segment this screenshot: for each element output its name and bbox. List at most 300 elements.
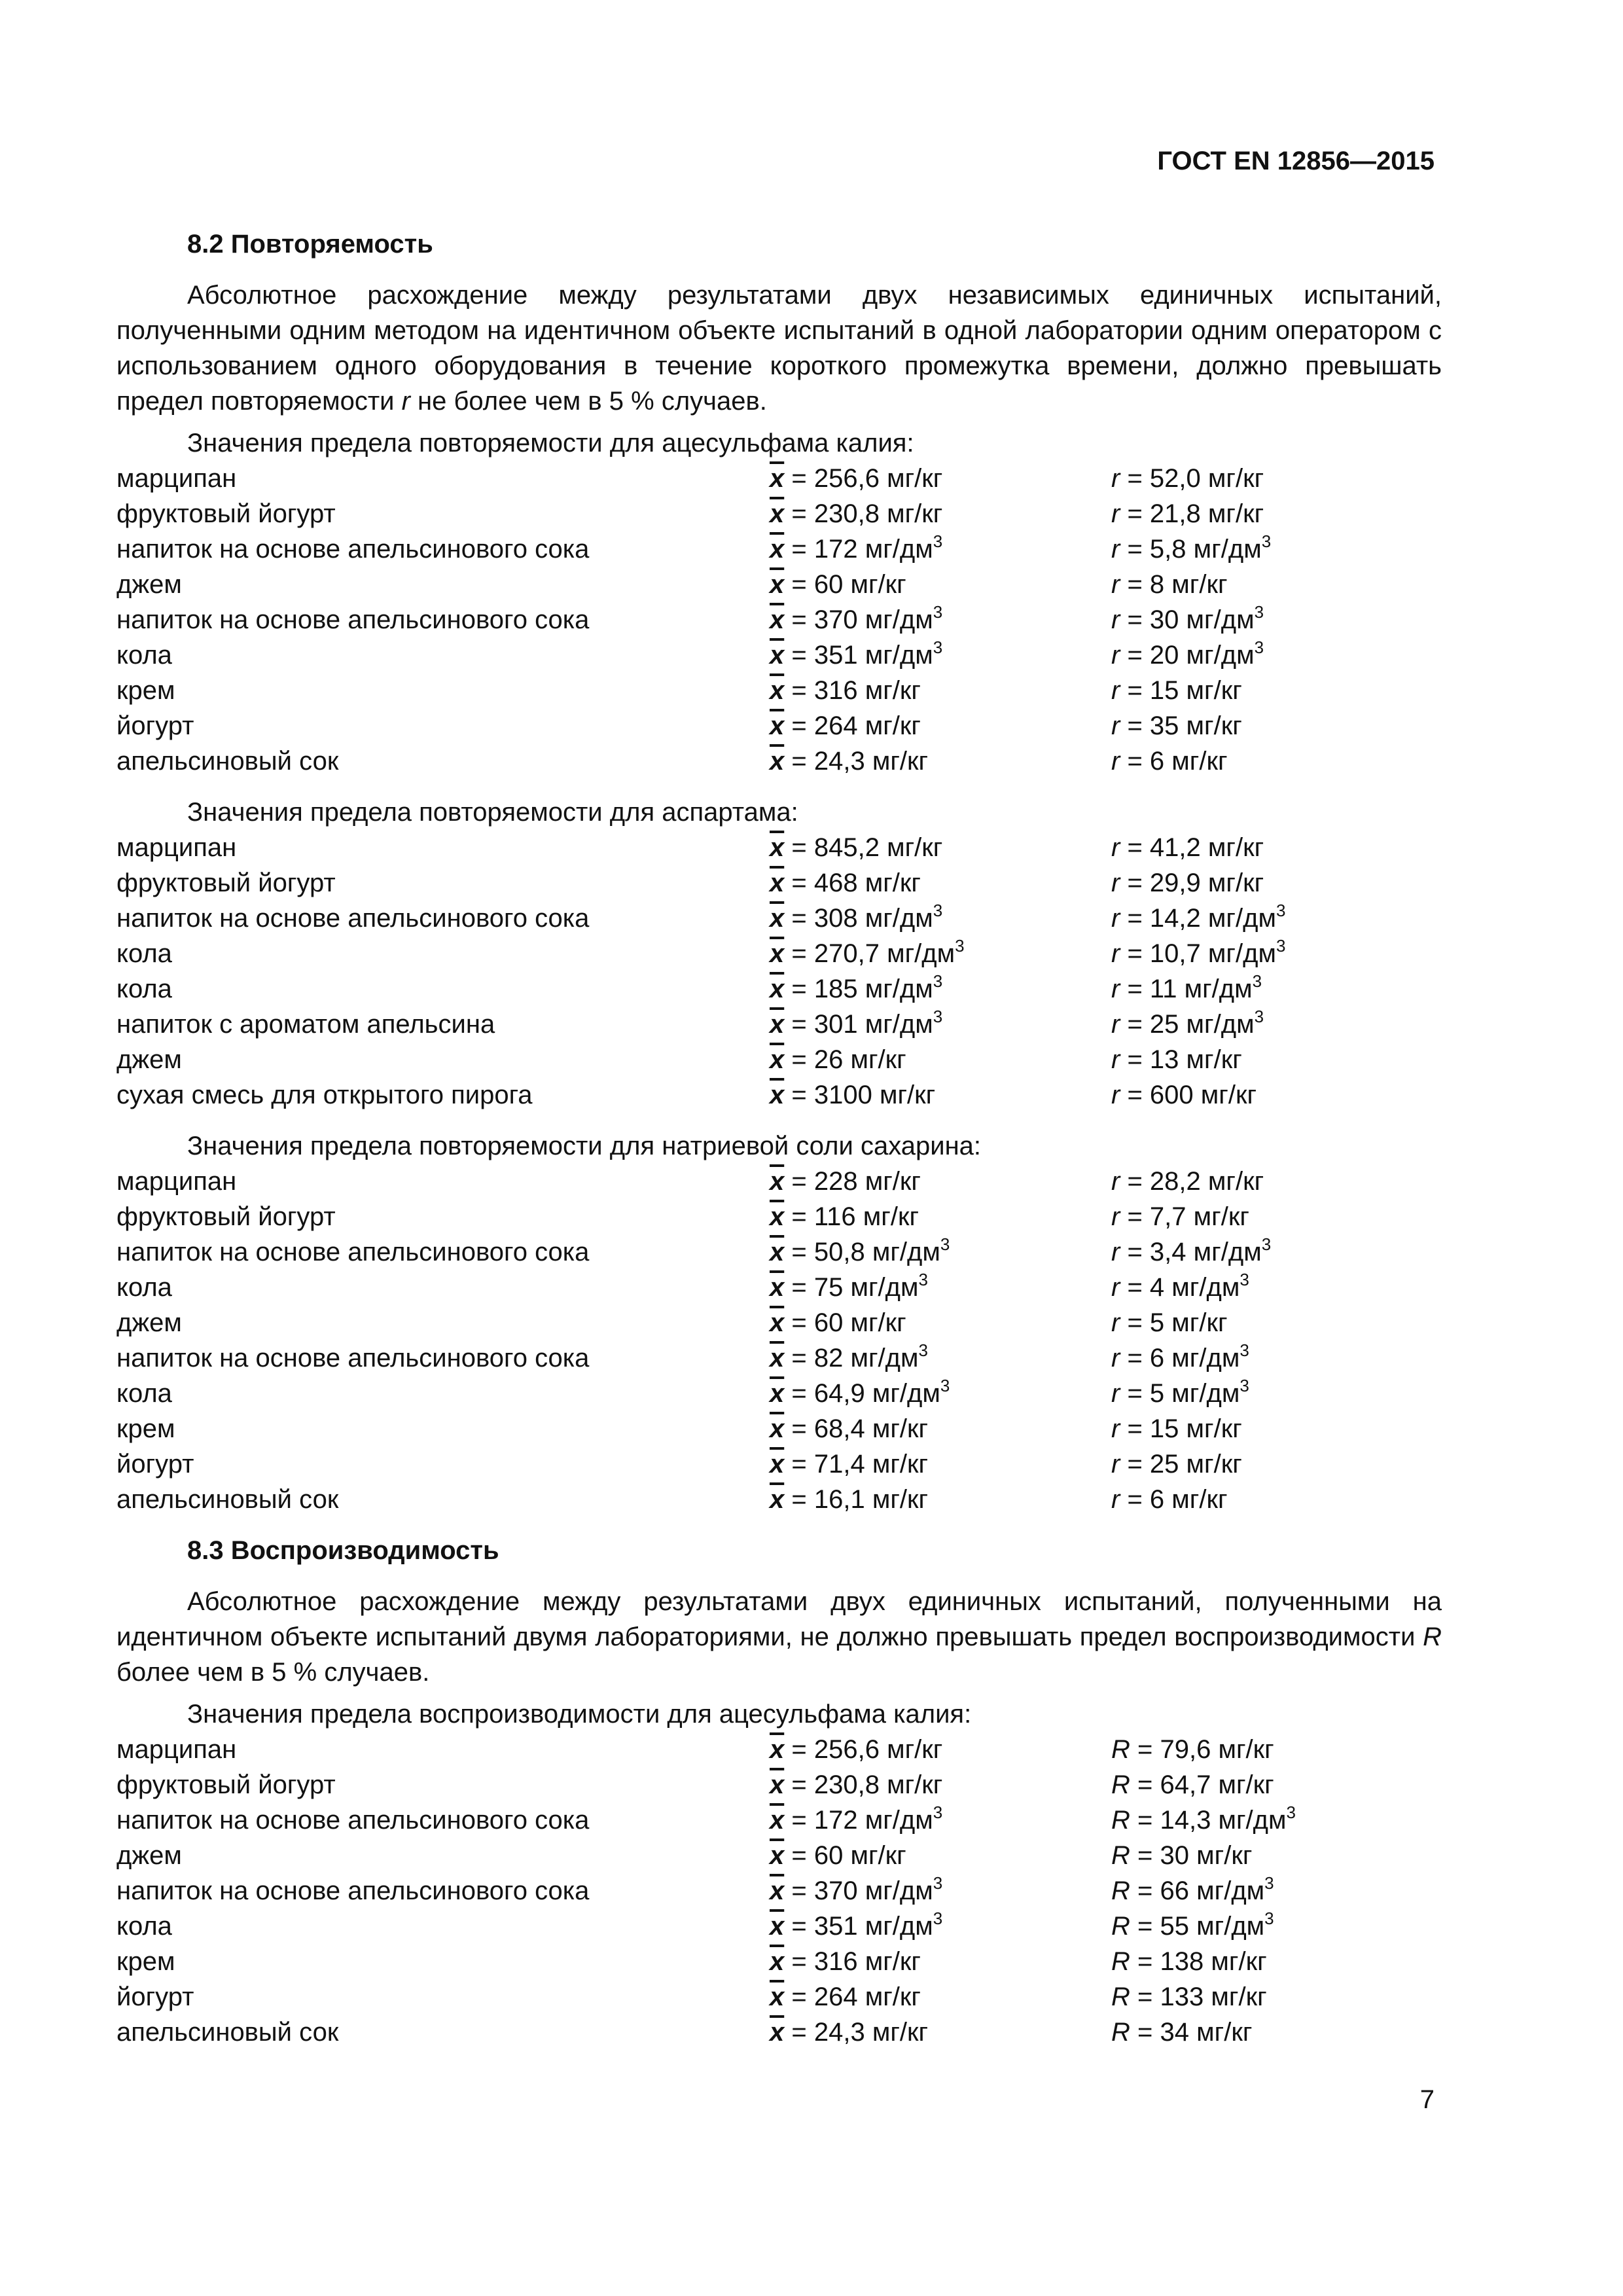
limit-value: r = 41,2 мг/кг — [1111, 833, 1264, 862]
mean-symbol: $\overline{x}$ — [770, 535, 785, 564]
mean-symbol: $\overline{x}$ — [770, 1912, 785, 1941]
unit-exponent: 3 — [1275, 901, 1286, 920]
limit-value: r = 25 мг/кг — [1111, 1450, 1242, 1479]
unit-exponent: 3 — [1240, 1340, 1249, 1360]
limit-value: r = 3,4 $мг/дм^3$ — [1111, 1234, 1272, 1266]
limit-number: 29,9 — [1149, 869, 1201, 897]
unit-exponent: 3 — [933, 602, 943, 622]
limit-value: r = 14,2 $мг/дм^3$ — [1111, 901, 1286, 933]
product-name: крем — [116, 1947, 175, 1976]
value-row — [116, 1909, 1442, 1944]
mean-symbol: $\overline{x}$ — [770, 939, 785, 968]
mean-value: $\overline{x} = 60$ мг/кг — [770, 1308, 906, 1337]
mean-number: 316 — [813, 676, 858, 705]
value-row — [116, 865, 1442, 901]
section-heading: 8.2 Повторяемость — [187, 230, 433, 259]
mean-unit: мг/дм — [865, 605, 933, 634]
limit-number: 14,2 — [1149, 904, 1201, 933]
limit-unit: мг/кг — [1186, 1450, 1242, 1479]
limit-unit: мг/дм — [1193, 535, 1262, 564]
mean-number: 116 — [813, 1202, 856, 1231]
mean-number: 71,4 — [813, 1450, 865, 1479]
mean-value: $\overline{x} = 230,8$ мг/кг — [770, 499, 943, 528]
value-row — [116, 830, 1442, 865]
mean-number: 264 — [813, 711, 858, 740]
value-row — [116, 1042, 1442, 1077]
mean-value: $\overline{x} = 370$ $мг/дм^3$ — [770, 602, 943, 634]
value-row — [116, 1234, 1442, 1270]
limit-unit: мг/кг — [1193, 1202, 1249, 1231]
mean-value: $\overline{x} = 845,2$ мг/кг — [770, 833, 943, 862]
unit-exponent: 3 — [1240, 1270, 1249, 1289]
mean-number: 26 — [813, 1045, 844, 1074]
limit-symbol: R — [1111, 1770, 1130, 1799]
product-name: сухая смесь для открытого пирога — [116, 1081, 533, 1109]
limit-value: r = 29,9 мг/кг — [1111, 869, 1264, 897]
group-spacer — [116, 1517, 1442, 1533]
value-row — [116, 1199, 1442, 1234]
product-name: йогурт — [116, 711, 194, 740]
limit-unit: мг/кг — [1171, 570, 1228, 599]
mean-value: $\overline{x} = 351$ $мг/дм^3$ — [770, 1909, 943, 1941]
mean-value: $\overline{x} = 50,8$ $мг/дм^3$ — [770, 1234, 950, 1266]
unit-exponent: 3 — [1264, 1909, 1274, 1928]
mean-unit: мг/кг — [887, 499, 943, 528]
limit-symbol: r — [1111, 1167, 1120, 1196]
value-row — [116, 1873, 1442, 1909]
limit-value: r = 4 $мг/дм^3$ — [1111, 1270, 1249, 1302]
product-name: напиток на основе апельсинового сока — [116, 1238, 590, 1266]
limit-unit: мг/кг — [1207, 833, 1264, 862]
limit-symbol: r — [1111, 1081, 1120, 1109]
limit-number: 6 — [1149, 1344, 1165, 1372]
mean-number: 172 — [813, 535, 858, 564]
mean-number: 82 — [813, 1344, 844, 1372]
value-row — [116, 1077, 1442, 1113]
mean-value: $\overline{x} = 60$ мг/кг — [770, 570, 906, 599]
mean-unit: мг/дм — [872, 1238, 940, 1266]
mean-symbol: $\overline{x}$ — [770, 1344, 785, 1372]
limit-symbol: R — [1423, 1623, 1442, 1651]
limit-symbol: r — [401, 387, 410, 416]
unit-exponent: 3 — [933, 531, 943, 551]
limit-symbol: r — [1111, 676, 1120, 705]
product-name: кола — [116, 939, 172, 968]
mean-symbol: $\overline{x}$ — [770, 1947, 785, 1976]
mean-symbol: $\overline{x}$ — [770, 747, 785, 776]
mean-symbol: $\overline{x}$ — [770, 1485, 785, 1514]
mean-number: 370 — [813, 605, 858, 634]
mean-value: $\overline{x} = 24,3$ мг/кг — [770, 2018, 929, 2047]
limit-number: 55 — [1160, 1912, 1189, 1941]
value-row — [116, 1007, 1442, 1042]
mean-symbol: $\overline{x}$ — [770, 833, 785, 862]
mean-unit: мг/кг — [865, 869, 921, 897]
limit-symbol: r — [1111, 1379, 1120, 1408]
limit-unit: мг/дм — [1218, 1806, 1287, 1835]
mean-number: 316 — [813, 1947, 858, 1976]
limit-value: r = 52,0 мг/кг — [1111, 464, 1264, 493]
group-spacer — [116, 1113, 1442, 1128]
limit-value: r = 13 мг/кг — [1111, 1045, 1242, 1074]
mean-unit: мг/кг — [850, 1308, 906, 1337]
mean-symbol: $\overline{x}$ — [770, 1010, 785, 1039]
product-name: кола — [116, 1912, 172, 1941]
limit-value: r = 35 мг/кг — [1111, 711, 1242, 740]
limit-unit: мг/кг — [1196, 2018, 1253, 2047]
limit-value: R = 79,6 мг/кг — [1111, 1735, 1274, 1764]
limit-symbol: r — [1111, 641, 1120, 670]
mean-unit: мг/дм — [865, 904, 933, 933]
mean-symbol: $\overline{x}$ — [770, 676, 785, 705]
limit-number: 14,3 — [1160, 1806, 1211, 1835]
limit-value: r = 11 $мг/дм^3$ — [1111, 971, 1262, 1003]
group-intro: Значения предела повторяемости для натриевой соли сахарина: — [187, 1132, 982, 1160]
mean-unit: мг/кг — [850, 1045, 906, 1074]
mean-value: $\overline{x} = 64,9$ $мг/дм^3$ — [770, 1376, 950, 1408]
limit-number: 64,7 — [1160, 1770, 1211, 1799]
limit-value: r = 28,2 мг/кг — [1111, 1167, 1264, 1196]
mean-unit: мг/дм — [865, 535, 933, 564]
mean-number: 60 — [813, 1308, 844, 1337]
group-intro: Значения предела воспроизводимости для ацесульфама калия: — [187, 1700, 972, 1729]
limit-symbol: R — [1111, 1806, 1130, 1835]
limit-number: 3,4 — [1149, 1238, 1186, 1266]
mean-value: $\overline{x} = 468$ мг/кг — [770, 869, 921, 897]
product-name: фруктовый йогурт — [116, 1770, 336, 1799]
product-name: фруктовый йогурт — [116, 499, 336, 528]
mean-value: $\overline{x} = 68,4$ мг/кг — [770, 1414, 929, 1443]
mean-unit: мг/кг — [872, 2018, 929, 2047]
mean-symbol: $\overline{x}$ — [770, 869, 785, 897]
mean-unit: мг/кг — [850, 570, 906, 599]
mean-number: 172 — [813, 1806, 858, 1835]
limit-number: 6 — [1149, 1485, 1165, 1514]
limit-number: 21,8 — [1149, 499, 1201, 528]
mean-symbol: $\overline{x}$ — [770, 1379, 785, 1408]
limit-unit: мг/кг — [1200, 1081, 1257, 1109]
limit-symbol: R — [1111, 1876, 1130, 1905]
mean-unit: мг/дм — [850, 1344, 919, 1372]
limit-number: 133 — [1160, 1982, 1204, 2011]
value-row — [116, 1376, 1442, 1411]
product-name: джем — [116, 1841, 182, 1870]
mean-unit: мг/дм — [850, 1273, 919, 1302]
product-name: джем — [116, 570, 182, 599]
unit-exponent: 3 — [940, 1234, 950, 1254]
mean-unit: мг/дм — [887, 939, 955, 968]
limit-value: r = 5 $мг/дм^3$ — [1111, 1376, 1249, 1408]
mean-symbol: $\overline{x}$ — [770, 711, 785, 740]
mean-value: $\overline{x} = 116$ мг/кг — [770, 1202, 919, 1231]
mean-number: 264 — [813, 1982, 858, 2011]
product-name: кола — [116, 1273, 172, 1302]
product-name: фруктовый йогурт — [116, 1202, 336, 1231]
mean-unit: мг/кг — [872, 1485, 929, 1514]
mean-number: 3100 — [813, 1081, 872, 1109]
mean-value: $\overline{x} = 264$ мг/кг — [770, 711, 921, 740]
limit-number: 25 — [1149, 1450, 1179, 1479]
unit-exponent: 3 — [1261, 1234, 1272, 1254]
limit-unit: мг/дм — [1207, 904, 1276, 933]
limit-symbol: R — [1111, 1912, 1130, 1941]
mean-value: $\overline{x} = 301$ $мг/дм^3$ — [770, 1007, 943, 1039]
unit-exponent: 3 — [1254, 637, 1264, 657]
mean-unit: мг/кг — [863, 1202, 919, 1231]
mean-unit: мг/дм — [865, 975, 933, 1003]
value-row — [116, 1411, 1442, 1446]
limit-unit: мг/кг — [1207, 1167, 1264, 1196]
limit-value: r = 6 мг/кг — [1111, 1485, 1228, 1514]
mean-value: $\overline{x} = 71,4$ мг/кг — [770, 1450, 929, 1479]
limit-symbol: r — [1111, 570, 1120, 599]
value-row — [116, 1164, 1442, 1199]
mean-symbol: $\overline{x}$ — [770, 1202, 785, 1231]
section-heading: 8.3 Воспроизводимость — [187, 1536, 499, 1565]
limit-symbol: r — [1111, 1344, 1120, 1372]
unit-exponent: 3 — [933, 971, 943, 991]
product-name: напиток с ароматом апельсина — [116, 1010, 495, 1039]
mean-number: 50,8 — [813, 1238, 865, 1266]
value-row — [116, 1340, 1442, 1376]
product-name: апельсиновый сок — [116, 747, 339, 776]
mean-value: $\overline{x} = 75$ $мг/дм^3$ — [770, 1270, 928, 1302]
limit-value: r = 5 мг/кг — [1111, 1308, 1228, 1337]
mean-symbol: $\overline{x}$ — [770, 2018, 785, 2047]
limit-symbol: r — [1111, 535, 1120, 564]
limit-unit: мг/кг — [1207, 499, 1264, 528]
mean-symbol: $\overline{x}$ — [770, 975, 785, 1003]
limit-unit: мг/кг — [1207, 869, 1264, 897]
limit-value: R = 34 мг/кг — [1111, 2018, 1253, 2047]
limit-value: r = 15 мг/кг — [1111, 1414, 1242, 1443]
limit-unit: мг/дм — [1186, 1010, 1255, 1039]
mean-value: $\overline{x} = 264$ мг/кг — [770, 1982, 921, 2011]
product-name: джем — [116, 1308, 182, 1337]
product-name: джем — [116, 1045, 182, 1074]
mean-number: 256,6 — [813, 464, 880, 493]
limit-symbol: r — [1111, 605, 1120, 634]
mean-number: 60 — [813, 570, 844, 599]
limit-unit: мг/кг — [1218, 1735, 1274, 1764]
mean-unit: мг/кг — [865, 1947, 921, 1976]
document-body — [116, 226, 1442, 2066]
mean-symbol: $\overline{x}$ — [770, 499, 785, 528]
mean-number: 185 — [813, 975, 858, 1003]
limit-symbol: r — [1111, 1202, 1120, 1231]
limit-number: 138 — [1160, 1947, 1204, 1976]
limit-symbol: R — [1111, 1841, 1130, 1870]
limit-value: r = 10,7 $мг/дм^3$ — [1111, 936, 1286, 968]
mean-unit: мг/кг — [879, 1081, 936, 1109]
value-row — [116, 531, 1442, 567]
limit-number: 35 — [1149, 711, 1179, 740]
product-name: марципан — [116, 1167, 237, 1196]
limit-number: 15 — [1149, 676, 1179, 705]
value-row — [116, 1767, 1442, 1803]
limit-symbol: r — [1111, 1273, 1120, 1302]
limit-number: 5,8 — [1149, 535, 1186, 564]
value-row — [116, 496, 1442, 531]
mean-unit: мг/кг — [865, 1982, 921, 2011]
mean-unit: мг/кг — [887, 464, 943, 493]
mean-value: $\overline{x} = 3100$ мг/кг — [770, 1081, 936, 1109]
limit-symbol: r — [1111, 1238, 1120, 1266]
mean-symbol: $\overline{x}$ — [770, 641, 785, 670]
mean-number: 845,2 — [813, 833, 880, 862]
unit-exponent: 3 — [1254, 1007, 1264, 1026]
product-name: крем — [116, 676, 175, 705]
value-row — [116, 1979, 1442, 2015]
unit-exponent: 3 — [1252, 971, 1262, 991]
limit-number: 8 — [1149, 570, 1165, 599]
mean-number: 256,6 — [813, 1735, 880, 1764]
mean-value: $\overline{x} = 256,6$ мг/кг — [770, 464, 943, 493]
product-name: напиток на основе апельсинового сока — [116, 1876, 590, 1905]
mean-symbol: $\overline{x}$ — [770, 605, 785, 634]
limit-symbol: R — [1111, 1982, 1130, 2011]
mean-unit: мг/кг — [872, 747, 929, 776]
limit-value: r = 600 мг/кг — [1111, 1081, 1257, 1109]
mean-number: 308 — [813, 904, 858, 933]
limit-symbol: r — [1111, 904, 1120, 933]
mean-number: 228 — [813, 1167, 858, 1196]
limit-number: 30 — [1160, 1841, 1189, 1870]
limit-symbol: r — [1111, 1045, 1120, 1074]
unit-exponent: 3 — [1261, 531, 1272, 551]
product-name: кола — [116, 1379, 172, 1408]
limit-symbol: r — [1111, 499, 1120, 528]
limit-symbol: r — [1111, 939, 1120, 968]
limit-unit: мг/дм — [1171, 1344, 1240, 1372]
mean-symbol: $\overline{x}$ — [770, 1450, 785, 1479]
unit-exponent: 3 — [1264, 1873, 1274, 1893]
product-name: йогурт — [116, 1982, 194, 2011]
limit-unit: мг/кг — [1196, 1841, 1253, 1870]
mean-unit: мг/кг — [850, 1841, 906, 1870]
limit-number: 5 — [1149, 1379, 1165, 1408]
unit-exponent: 3 — [1286, 1803, 1296, 1822]
value-row — [116, 673, 1442, 708]
page-number: 7 — [1419, 2085, 1435, 2114]
limit-number: 11 — [1149, 975, 1177, 1003]
unit-exponent: 3 — [1240, 1376, 1249, 1395]
group-spacer — [116, 2050, 1442, 2066]
group-intro: Значения предела повторяемости для ацесульфама калия: — [187, 429, 914, 457]
value-row — [116, 1305, 1442, 1340]
limit-number: 30 — [1149, 605, 1179, 634]
mean-value: $\overline{x} = 370$ $мг/дм^3$ — [770, 1873, 943, 1905]
mean-value: $\overline{x} = 270,7$ $мг/дм^3$ — [770, 936, 965, 968]
mean-symbol: $\overline{x}$ — [770, 1167, 785, 1196]
product-name: йогурт — [116, 1450, 194, 1479]
value-row — [116, 1803, 1442, 1838]
value-row — [116, 971, 1442, 1007]
limit-unit: мг/кг — [1171, 1485, 1228, 1514]
limit-value: r = 21,8 мг/кг — [1111, 499, 1264, 528]
mean-number: 68,4 — [813, 1414, 865, 1443]
mean-number: 351 — [813, 1912, 858, 1941]
product-name: кола — [116, 975, 172, 1003]
limit-value: R = 14,3 $мг/дм^3$ — [1111, 1803, 1296, 1835]
mean-unit: мг/кг — [865, 676, 921, 705]
mean-symbol: $\overline{x}$ — [770, 1081, 785, 1109]
limit-number: 15 — [1149, 1414, 1179, 1443]
mean-symbol: $\overline{x}$ — [770, 1841, 785, 1870]
limit-value: R = 64,7 мг/кг — [1111, 1770, 1274, 1799]
limit-symbol: r — [1111, 464, 1120, 493]
mean-value: $\overline{x} = 82$ $мг/дм^3$ — [770, 1340, 928, 1372]
mean-unit: мг/кг — [865, 1167, 921, 1196]
unit-exponent: 3 — [1275, 936, 1286, 956]
product-name: напиток на основе апельсинового сока — [116, 535, 590, 564]
limit-value: r = 6 $мг/дм^3$ — [1111, 1340, 1249, 1372]
mean-value: $\overline{x} = 308$ $мг/дм^3$ — [770, 901, 943, 933]
mean-unit: мг/кг — [887, 1735, 943, 1764]
mean-symbol: $\overline{x}$ — [770, 904, 785, 933]
limit-value: r = 8 мг/кг — [1111, 570, 1228, 599]
limit-unit: мг/кг — [1218, 1770, 1274, 1799]
product-name: напиток на основе апельсинового сока — [116, 1806, 590, 1835]
mean-symbol: $\overline{x}$ — [770, 1308, 785, 1337]
limit-unit: мг/кг — [1186, 1414, 1242, 1443]
mean-unit: мг/дм — [865, 1876, 933, 1905]
mean-number: 16,1 — [813, 1485, 865, 1514]
mean-value: $\overline{x} = 172$ $мг/дм^3$ — [770, 531, 943, 564]
mean-symbol: $\overline{x}$ — [770, 1876, 785, 1905]
value-row — [116, 1270, 1442, 1305]
unit-exponent: 3 — [933, 1007, 943, 1026]
mean-value: $\overline{x} = 172$ $мг/дм^3$ — [770, 1803, 943, 1835]
mean-value: $\overline{x} = 26$ мг/кг — [770, 1045, 906, 1074]
value-row — [116, 1482, 1442, 1517]
limit-symbol: r — [1111, 1485, 1120, 1514]
limit-unit: мг/кг — [1186, 676, 1242, 705]
limit-number: 34 — [1160, 2018, 1189, 2047]
mean-symbol: $\overline{x}$ — [770, 1045, 785, 1074]
unit-exponent: 3 — [1254, 602, 1264, 622]
value-row — [116, 602, 1442, 637]
mean-symbol: $\overline{x}$ — [770, 1414, 785, 1443]
limit-unit: мг/кг — [1186, 1045, 1242, 1074]
mean-symbol: $\overline{x}$ — [770, 1770, 785, 1799]
limit-unit: мг/дм — [1171, 1273, 1240, 1302]
unit-exponent: 3 — [918, 1270, 928, 1289]
limit-symbol: r — [1111, 747, 1120, 776]
limit-number: 13 — [1149, 1045, 1179, 1074]
unit-exponent: 3 — [933, 901, 943, 920]
mean-number: 270,7 — [813, 939, 880, 968]
mean-value: $\overline{x} = 24,3$ мг/кг — [770, 747, 929, 776]
mean-symbol: $\overline{x}$ — [770, 1806, 785, 1835]
limit-unit: мг/кг — [1207, 464, 1264, 493]
value-row — [116, 2015, 1442, 2050]
mean-number: 301 — [813, 1010, 858, 1039]
limit-unit: мг/дм — [1207, 939, 1276, 968]
group-spacer — [116, 779, 1442, 795]
mean-value: $\overline{x} = 316$ мг/кг — [770, 1947, 921, 1976]
mean-symbol: $\overline{x}$ — [770, 1238, 785, 1266]
mean-value: $\overline{x} = 256,6$ мг/кг — [770, 1735, 943, 1764]
section-paragraph: Абсолютное расхождение между результатами двух единичных испытаний, полученными на идентичном объекте испытаний двумя лабораториями, не должно превышать предел воспроизводимости R более чем в 5 % случаев. — [116, 1587, 1442, 1687]
mean-number: 230,8 — [813, 1770, 880, 1799]
mean-number: 64,9 — [813, 1379, 865, 1408]
product-name: крем — [116, 1414, 175, 1443]
limit-value: R = 55 $мг/дм^3$ — [1111, 1909, 1274, 1941]
mean-number: 370 — [813, 1876, 858, 1905]
mean-number: 468 — [813, 869, 858, 897]
limit-symbol: r — [1111, 869, 1120, 897]
